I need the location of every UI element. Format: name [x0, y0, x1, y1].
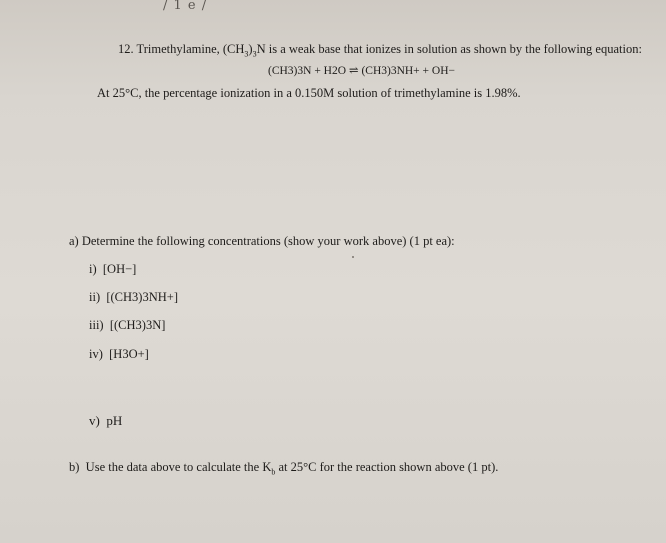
part-a-item: [89, 318, 165, 332]
part-b-text-after: at 25°C for the reaction shown above (1 pt).: [275, 460, 499, 474]
equation-right: (CH3)3NH+ + OH−: [361, 65, 455, 77]
question-intro: [118, 42, 642, 59]
header-scribble: / 1 e /: [163, 0, 208, 13]
reaction-equation: [268, 64, 455, 78]
item-text: [H3O+]: [109, 347, 149, 361]
part-a-item: [89, 347, 149, 361]
item-text: [(CH3)3NH+]: [106, 290, 178, 304]
question-number: 12.: [118, 42, 134, 56]
item-label: i): [89, 262, 97, 276]
part-b-sub: b: [271, 467, 276, 477]
part-a-item: [89, 262, 136, 276]
intro-sub1: 3: [244, 49, 249, 59]
intro-prefix: Trimethylamine, (CH: [136, 42, 245, 56]
part-b-prompt: [69, 460, 499, 477]
part-a-prompt: [69, 234, 455, 248]
part-b-text-before: Use the data above to calculate the K: [85, 460, 272, 474]
equation-left: (CH3)3N + H2O: [268, 65, 347, 77]
ionization-condition: At 25°C, the percentage ionization in a 0.150M solution of trimethylamine is 1.98%.: [97, 86, 521, 100]
part-a-item: [89, 414, 122, 428]
item-text: pH: [106, 413, 123, 428]
item-text: [(CH3)3N]: [109, 318, 166, 332]
part-a-item: [89, 290, 178, 304]
equilibrium-arrow: ⇌: [348, 65, 359, 77]
item-text: [OH−]: [102, 262, 137, 276]
part-a-label: a): [69, 234, 79, 248]
item-label: v): [89, 413, 100, 428]
intro-suffix: N is a weak base that ionizes in solution as shown by the following equation:: [256, 42, 642, 56]
item-label: ii): [89, 290, 101, 304]
item-label: iii): [89, 318, 104, 332]
part-a-text: Determine the following concentrations (show your work above) (1 pt ea):: [81, 234, 455, 248]
intro-sub2: 3: [252, 49, 257, 59]
item-label: iv): [89, 347, 103, 361]
part-b-label: b): [69, 460, 80, 474]
intro-mid: ): [248, 42, 253, 56]
pen-mark: [352, 256, 354, 258]
